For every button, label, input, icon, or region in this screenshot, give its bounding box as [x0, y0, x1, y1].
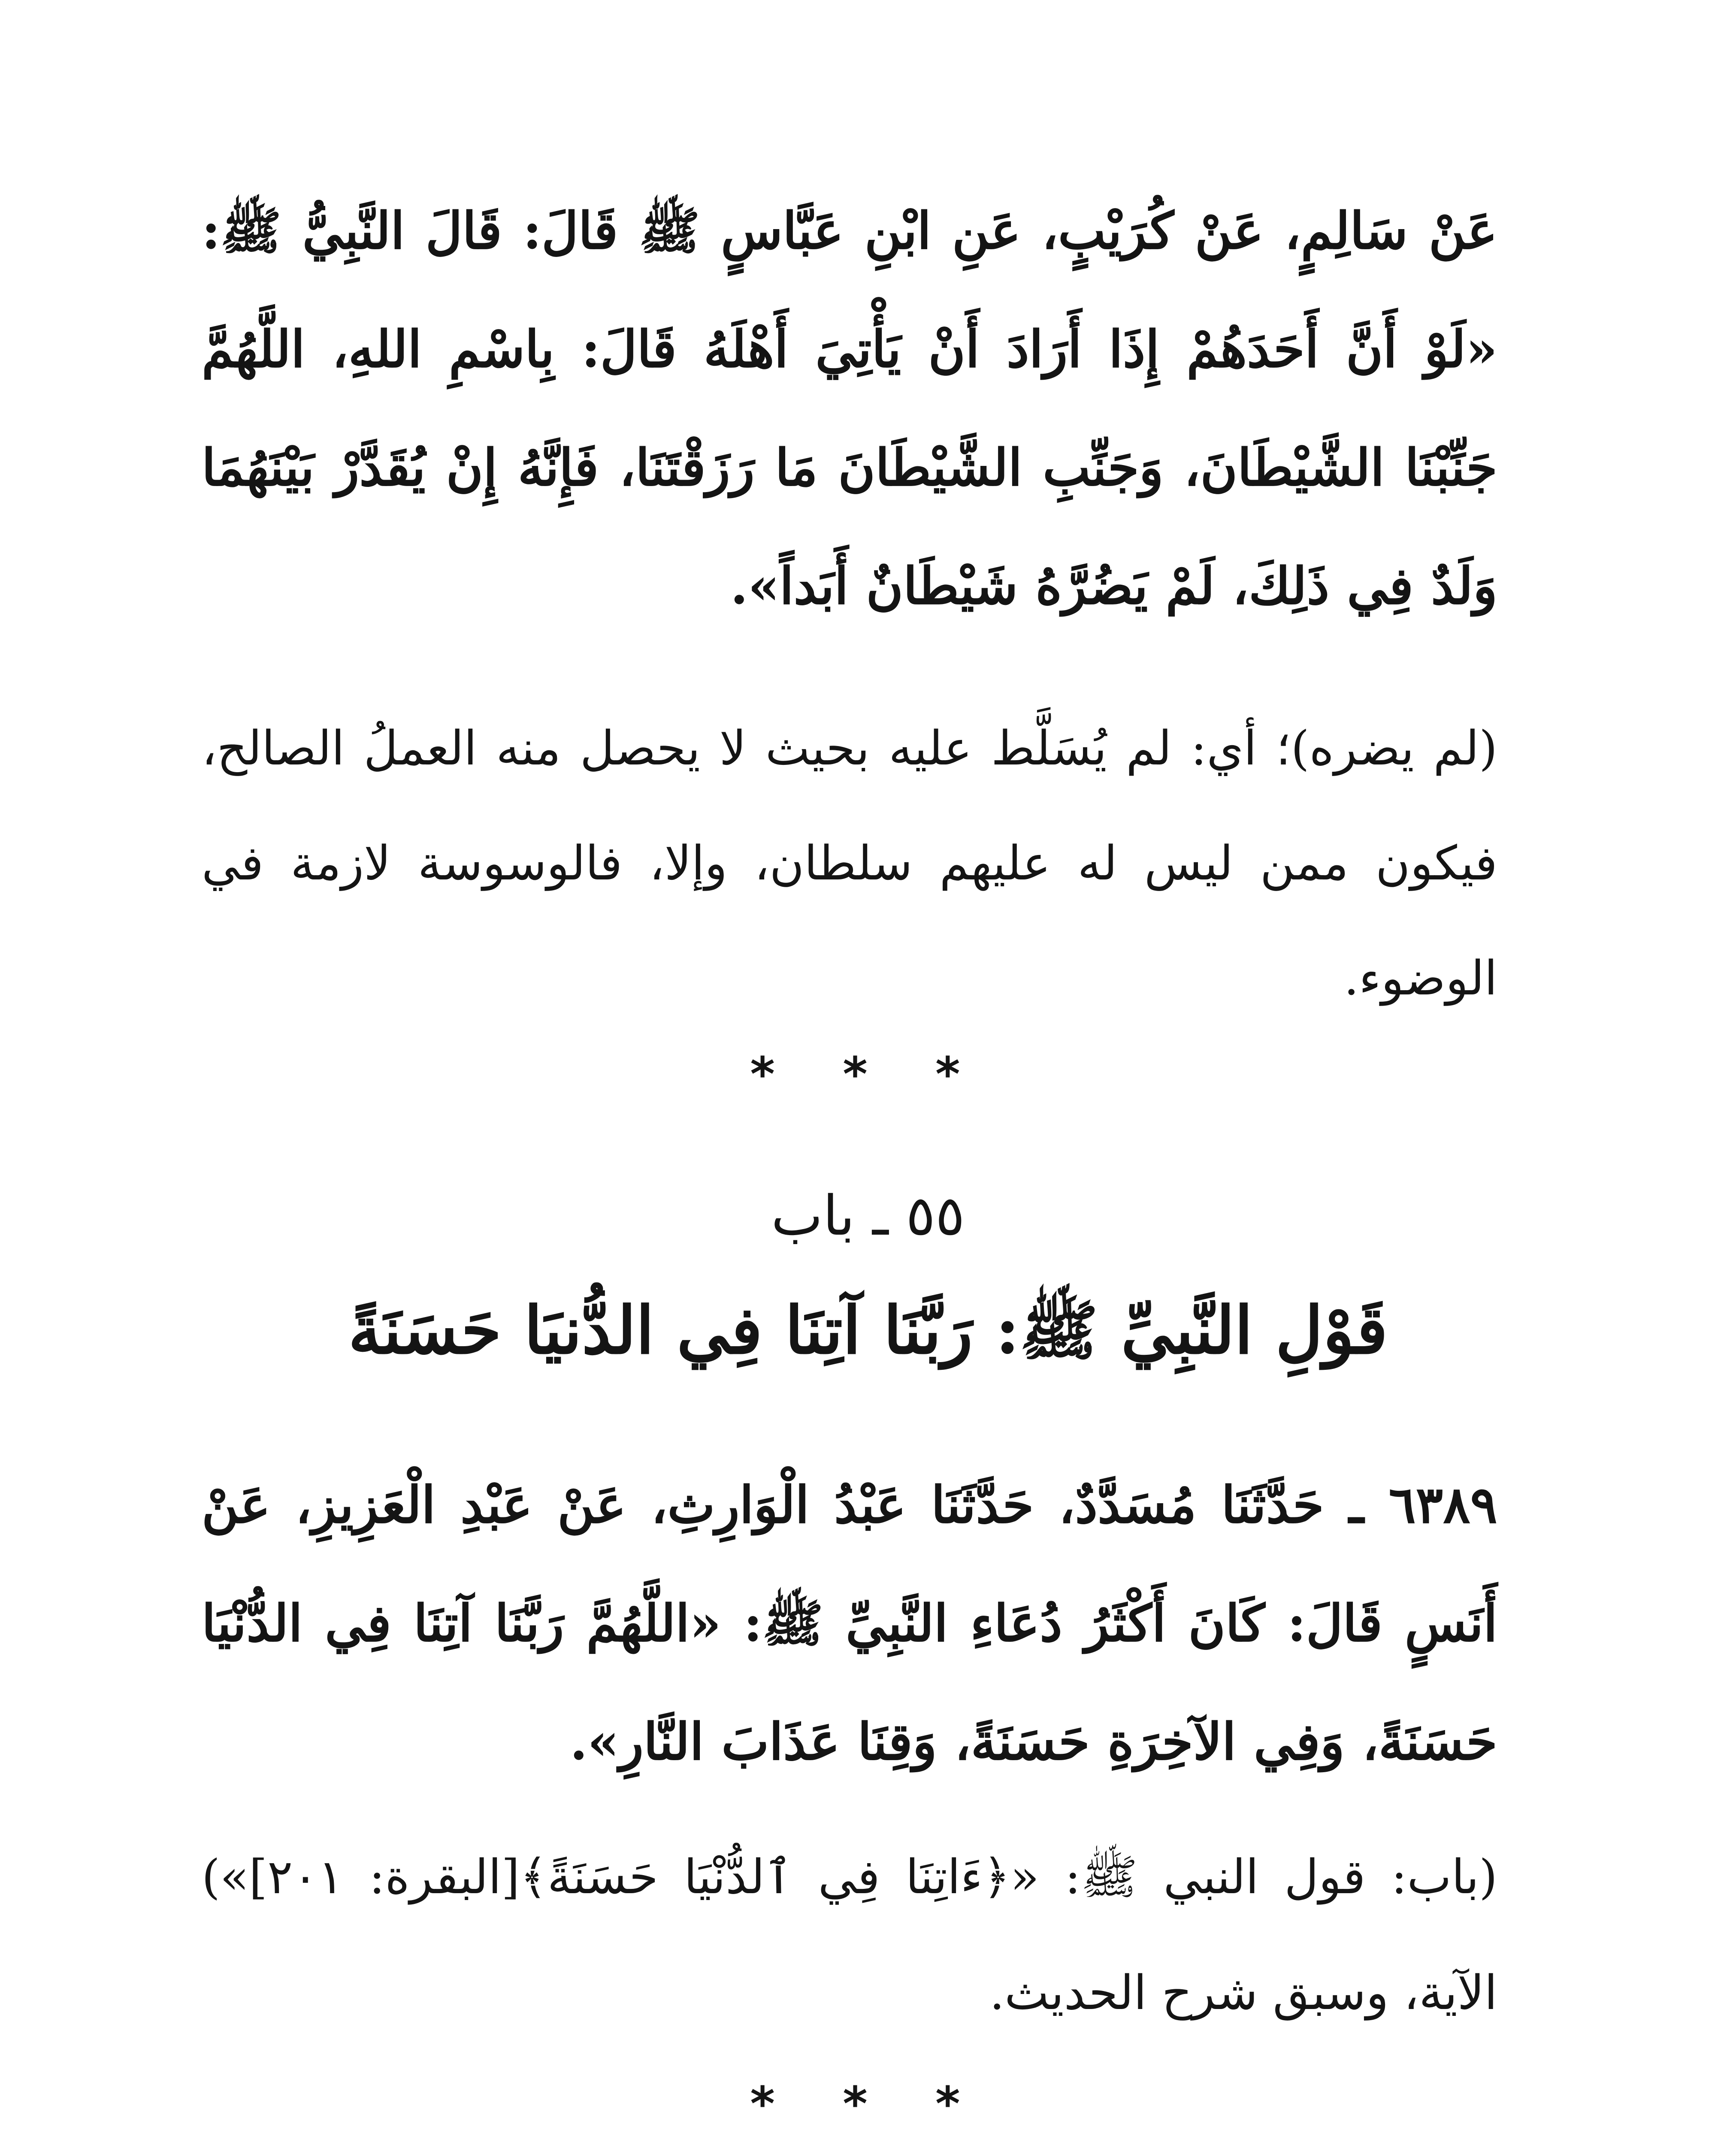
chapter-title-heading: قَوْلِ النَّبِيِّ ﷺ: رَبَّنَا آتِنَا فِي الدُّنيَا حَسَنَةً [348, 1292, 1388, 1369]
commentary-paragraph: (لم يضره)؛ أي: لم يُسَلَّط عليه بحيث لا يحصل منه العملُ الصالح، فيكون ممن ليس له عليهم سلطان، وإلا، فالوسوسة لازمة في الوضوء. [202, 721, 1497, 1006]
section-separator: * * * [750, 1047, 986, 1102]
section-separator: * * * [750, 2076, 986, 2131]
chapter-number-heading: ٥٥ ـ باب [771, 1184, 965, 1248]
hadith-text-paragraph: عَنْ سَالِمٍ، عَنْ كُرَيْبٍ، عَنِ ابْنِ عَبَّاسٍ ﷺ قَالَ: قَالَ النَّبِيُّ ﷺ: «لَوْ أَنَّ أَحَدَهُمْ إِذَا أَرَادَ أَنْ يَأْتِيَ أَهْلَهُ قَالَ: بِاسْمِ اللهِ، اللَّهُمَّ جَنِّبْنَا الشَّيْطَانَ، وَجَنِّبِ الشَّيْطَانَ مَا رَزَقْتَنَا، فَإِنَّهُ إِنْ يُقَدَّرْ بَيْنَهُمَا وَلَدٌ فِي ذَلِكَ، لَمْ يَضُرَّهُ شَيْطَانٌ أَبَداً». [202, 201, 1497, 616]
commentary-paragraph: (باب: قول النبي ﷺ: «﴿ءَاتِنَا فِي ٱلدُّنْيَا حَسَنَةً﴾[البقرة: ٢٠١]») الآية، وسبق شرح الحديث. [202, 1849, 1497, 2020]
hadith-text-paragraph: ٦٣٨٩ ـ حَدَّثَنَا مُسَدَّدٌ، حَدَّثَنَا عَبْدُ الْوَارِثِ، عَنْ عَبْدِ الْعَزِيزِ، عَنْ أَنَسٍ قَالَ: كَانَ أَكْثَرُ دُعَاءِ النَّبِيِّ ﷺ: «اللَّهُمَّ رَبَّنَا آتِنَا فِي الدُّنْيَا حَسَنَةً، وَفِي الآخِرَةِ حَسَنَةً، وَقِنَا عَذَابَ النَّارِ». [202, 1475, 1497, 1771]
